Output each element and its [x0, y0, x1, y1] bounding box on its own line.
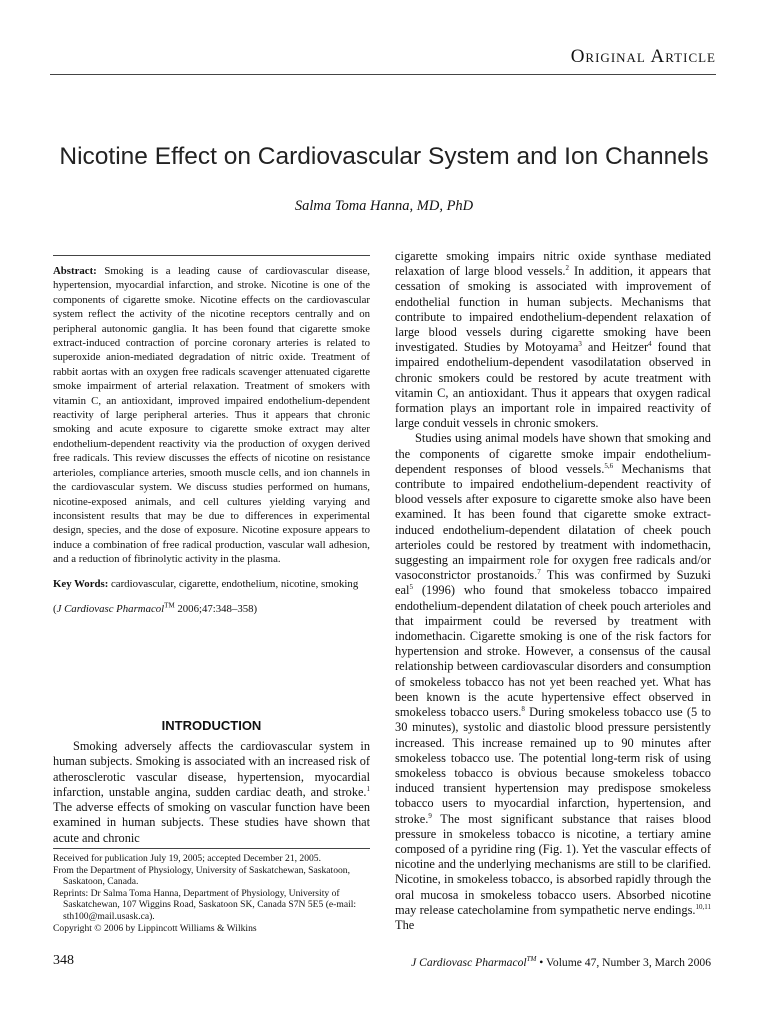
reference-superscript: 5,6	[604, 461, 614, 470]
abstract-label: Abstract:	[53, 265, 97, 277]
body-text: In addition, it appears that cessation of smoking is associated with improvement of endothelial function in human subjects. Mechanisms that contribute to impaired endothelium-dependent relaxation of large blood vessels during cigarette smoking have been investigated. Studies by Motoyama	[395, 264, 711, 355]
page-number: 348	[53, 953, 74, 968]
reference-superscript: 7	[537, 568, 541, 577]
body-text: During smokeless tobacco use (5 to 30 minutes), systolic and diastolic blood pressure persistently increased. This increase remained up to 90 minutes after smokeless tobacco use. The potential long-term risk of using smokeless tobacco is obvious because smokeless tobacco induced transient hypertension may predispose smokeless tobacco users to myocardial infarction, hypertension, and stroke.	[395, 705, 711, 826]
right-paragraph-1	[395, 249, 711, 431]
reference-superscript: 1	[366, 784, 370, 793]
reference-superscript: 10,11	[695, 902, 711, 911]
citation-journal: J Cardiovasc Pharmacol	[56, 602, 165, 615]
abstract-text: Smoking is a leading cause of cardiovascular disease, hypertension, myocardial infarction, and stroke. Nicotine is one of the components of cigarette smoke. Nicotine effects on the cardiovascular system reflect the activity of the nicotine receptors centrally and on peripheral autonomic ganglia. It has been found that cigarette smoke extract-induced contraction of porcine coronary arteries is related to superoxide anion-mediated degradation of nitric oxide. Treatment of rabbit aortas with an oxygen free radicals scavenger attenuated cigarette smoke impairment of arterial relaxation. Treatment of smokers with vitamin C, an antioxidant, improved impaired endothelium-dependent reactivity of large peripheral arteries. Thus it appears that chronic smoking and acute exposure to cigarette smoke extract may alter endothelium-dependent reactivity via the production of oxygen derived free radicals. This review discusses the effects of nicotine on resistance arterioles, compliance arteries, smooth muscle cells, and ion channels in the cardiovascular system. We discuss studies performed on humans, nicotine-exposed animals, and cell cultures yielding varying and inconsistent results that may be due to differences in experimental design, species, and the dose of exposure. Nicotine exposure appears to induce a combination of free radical production, vascular wall adhesion, and a reduction of fibrinolytic activity in the plasma.	[53, 265, 370, 566]
body-text: The	[395, 917, 415, 932]
right-paragraph-2	[395, 431, 711, 933]
reference-superscript: 8	[521, 704, 525, 713]
body-text: (1996) who found that smokeless tobacco impaired endothelium-dependent dilatation of cheek pouch arterioles and that impairment could be reversed by treatment with indomethacin. Cigarette smoking is one of the risk factors for hypertension and stroke. However, a consensus of the causal relationship between cardiovascular disorders and consumption of smokeless tobacco has not yet been reached yet. What has been known is the acute hypertensive effect observed in smokeless tobacco users.	[395, 583, 711, 720]
intro-text-b: The adverse effects of smoking on vascular function have been examined in human subjects. These studies have shown that acute and chronic	[53, 800, 370, 845]
reference-superscript: 9	[428, 811, 432, 820]
body-text: This was confirmed by Suzuki eal	[395, 568, 712, 598]
body-text: found that impaired endothelium-dependent vasodilatation observed in chronic smokers could be restored by acute treatment with vitamin C, an antioxidant. Thus it appears that oxygen radical formation plays an important role in impaired reactivity of large conduit vessels in chronic smokers.	[395, 340, 712, 431]
introduction-paragraph	[53, 739, 370, 846]
citation-details: 2006;47:348–358)	[174, 602, 258, 615]
footnote-copyright: Copyright © 2006 by Lippincott Williams & Wilkins	[53, 922, 257, 934]
reference-superscript: 3	[578, 340, 582, 349]
right-column	[395, 249, 711, 933]
header-rule	[50, 74, 716, 75]
body-text: Mechanisms that contribute to impaired endothelium-dependent reactivity of blood vessels after exposure to cigarette smoke also have been examined. It has been found that cigarette smoke extract-induced endothelium-dependent dilatation of cheek pouch arterioles could be restored by treatment with indomethacin, suggesting an impairment role for oxygen free radicals and/or vasoconstrictor prostanoids.	[395, 461, 712, 583]
body-text: Studies using animal models have shown that smoking and the components of cigarette smoke impair endothelium-dependent responses of blood vessels.	[395, 431, 711, 476]
reference-superscript: 5	[409, 583, 413, 592]
section-label: Original Article	[570, 46, 716, 67]
keywords	[53, 577, 370, 591]
article-title: Nicotine Effect on Cardiovascular System and Ion Channels	[59, 143, 709, 171]
body-text: The most significant substance that raises blood pressure in smokeless tobacco is nicotine, a tertiary amine composed of a pyridine ring (Fig. 1). Yet the vascular effects of nicotine and the underlying mechanisms are still to be clarified. Nicotine, in smokeless tobacco, is absorbed rapidly through the oral mucosa in smokeless tobacco users. Absorbed nicotine may release catecholamine from sympathetic nerve endings.	[395, 811, 711, 917]
body-text: and Heitzer	[581, 340, 649, 355]
introduction-heading: INTRODUCTION	[161, 718, 262, 733]
article-author: Salma Toma Hanna, MD, PhD	[294, 198, 474, 214]
body-text: cigarette smoking impairs nitric oxide synthase mediated relaxation of large blood vessels.	[395, 249, 711, 279]
keywords-label: Key Words:	[53, 577, 109, 590]
footer-issue: • Volume 47, Number 3, March 2006	[536, 956, 711, 969]
keywords-text: cardiovascular, cigarette, endothelium, nicotine, smoking	[111, 577, 359, 590]
footnote-received: Received for publication July 19, 2005; accepted December 21, 2005.	[53, 853, 322, 864]
footnote-rule	[53, 848, 370, 849]
footer-tm: TM	[526, 955, 537, 964]
reference-superscript: 4	[648, 340, 652, 349]
running-footer	[411, 956, 711, 969]
footer-journal: J Cardiovasc Pharmacol	[411, 956, 527, 969]
footnote-reprints: Reprints: Dr Salma Toma Hanna, Department of Physiology, University of Saskatchewan, 107 Wiggins Road, Saskatoon SK, Canada S7N 5E5 (e-mail: sth100@mail.usask.ca).	[53, 887, 357, 922]
footnote-affiliation: From the Department of Physiology, University of Saskatchewan, Saskatoon, Saskatoon, Canada.	[53, 864, 351, 888]
introduction-body	[53, 739, 370, 846]
reference-superscript: 2	[565, 264, 570, 273]
left-column	[53, 256, 370, 616]
footnotes	[53, 853, 370, 934]
intro-text-a: Smoking adversely affects the cardiovascular system in human subjects. Smoking is associated with an increased risk of atherosclerotic vascular disease, hypertension, myocardial infarction, unstable angina, sudden cardiac death, and stroke.	[53, 739, 370, 799]
abstract	[53, 264, 370, 567]
citation-tm: TM	[164, 601, 175, 610]
citation: (J Cardiovasc Pharmacol™ 2006;47:348–358)	[53, 601, 258, 615]
